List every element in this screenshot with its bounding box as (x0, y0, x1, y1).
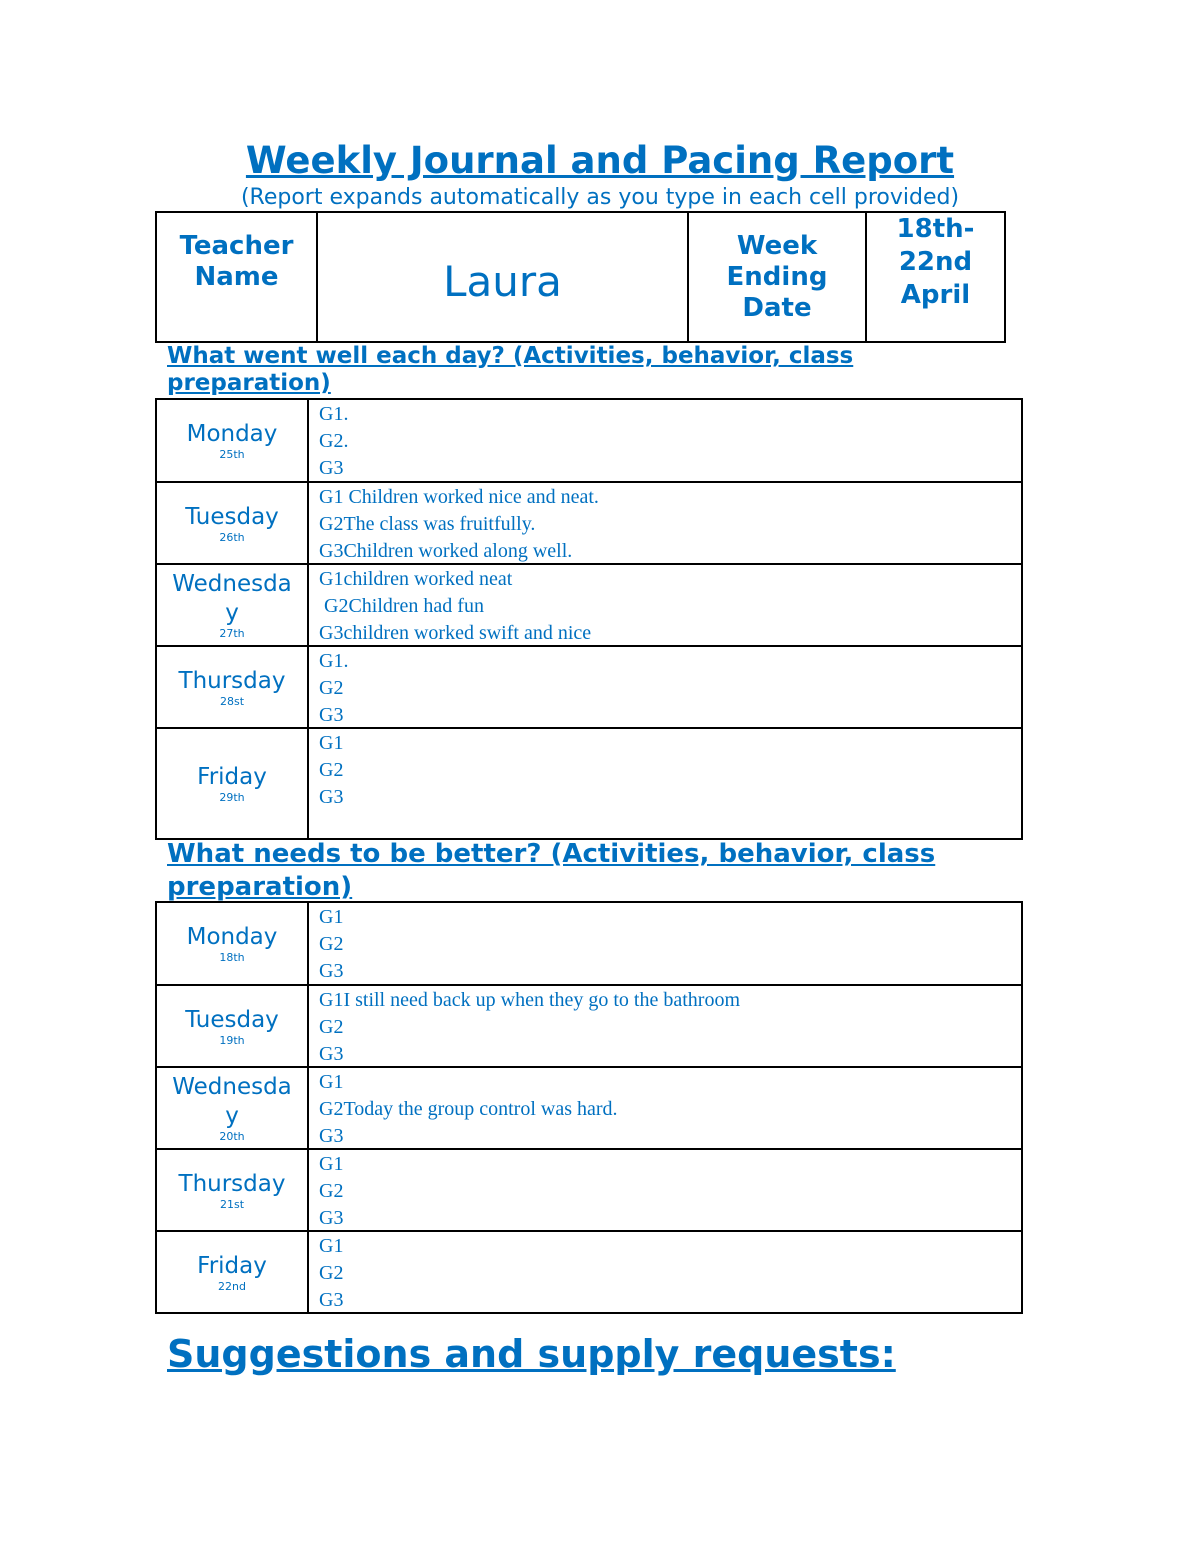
note-line: G2 (319, 1180, 344, 1202)
went-well-row-friday (157, 729, 1021, 840)
week-date-cell[interactable] (867, 213, 1004, 341)
note-line: G3children worked swift and nice (319, 622, 592, 644)
needs-better-row-thursday (157, 1150, 1021, 1232)
notes-cell[interactable] (309, 647, 1021, 727)
note-line: G3 (319, 786, 344, 808)
notes-cell[interactable] (309, 565, 1021, 645)
notes-cell[interactable] (309, 903, 1021, 984)
day-cell (157, 647, 309, 727)
went-well-heading: What went well each day? (Activities, behavior, class preparation) (167, 343, 854, 396)
day-date: 22nd (218, 1279, 246, 1293)
day-date: 29th (219, 791, 245, 804)
day-cell (157, 1068, 309, 1148)
note-line: G2The class was fruitfully. (319, 513, 536, 535)
note-line: G1 (319, 906, 344, 928)
week-label: Week Ending Date (726, 231, 828, 323)
note-line: G1 Children worked nice and neat. (319, 486, 599, 508)
note-line: G1 (319, 1153, 344, 1175)
day-name: Monday (186, 924, 278, 950)
teacher-label: Teacher Name (179, 231, 294, 292)
note-line: G2 (319, 759, 344, 781)
note-line: G1I still need back up when they go to the bathroom (319, 989, 741, 1011)
note-line: G1. (319, 403, 349, 425)
report-title: Weekly Journal and Pacing Report (245, 139, 955, 182)
day-name: Thursday (178, 1170, 286, 1197)
header-table (155, 211, 1006, 343)
note-line: G2Today the group control was hard. (319, 1098, 618, 1120)
note-line: G1. (319, 650, 349, 672)
report-subtitle: (Report expands automatically as you type in each cell provided) (240, 185, 960, 210)
day-date: 18th (219, 951, 245, 964)
notes-cell[interactable] (309, 1150, 1021, 1230)
day-date: 27th (219, 627, 245, 640)
note-line: G2 (319, 677, 344, 699)
day-date: 28st (219, 694, 245, 708)
note-line: G2Children had fun (319, 595, 484, 617)
day-date: 25th (219, 448, 245, 461)
day-name: Wednesday (172, 1074, 292, 1129)
note-line: G2 (319, 933, 344, 955)
went-well-row-monday (157, 400, 1021, 483)
day-date: 20th (219, 1130, 245, 1143)
day-name: Wednesday (172, 571, 292, 626)
note-line: G3 (319, 704, 344, 726)
note-line: G1children worked neat (319, 568, 513, 590)
day-cell (157, 400, 309, 481)
teacher-name-cell[interactable] (318, 213, 689, 341)
notes-cell[interactable] (309, 400, 1021, 481)
went-well-table (155, 398, 1023, 840)
needs-better-row-wednesday (157, 1068, 1021, 1150)
note-line: G2 (319, 1262, 344, 1284)
note-line: G2 (319, 1016, 344, 1038)
went-well-row-thursday (157, 647, 1021, 729)
teacher-label-cell (157, 213, 318, 341)
needs-better-row-tuesday (157, 986, 1021, 1068)
day-cell (157, 1150, 309, 1230)
day-name: Monday (186, 421, 278, 447)
day-date: 26th (219, 530, 245, 544)
went-well-row-wednesday (157, 565, 1021, 647)
note-line: G3 (319, 960, 344, 982)
needs-better-row-friday (157, 1232, 1021, 1314)
week-date[interactable]: 18th-22nd April (896, 214, 975, 310)
notes-cell[interactable] (309, 986, 1021, 1066)
note-line: G3Children worked along well. (319, 540, 573, 562)
note-line: G3 (319, 1043, 344, 1065)
note-line: G3 (319, 1125, 344, 1147)
note-line: G3 (319, 1207, 344, 1229)
note-line: G3 (319, 457, 344, 479)
day-name: Thursday (178, 667, 286, 694)
suggestions-heading: Suggestions and supply requests: (167, 1332, 896, 1376)
day-date: 19th (219, 1033, 245, 1047)
day-cell (157, 986, 309, 1066)
notes-cell[interactable] (309, 1232, 1021, 1312)
notes-cell[interactable] (309, 1068, 1021, 1148)
week-label-cell (689, 213, 867, 341)
notes-cell[interactable] (309, 729, 1021, 838)
note-line: G1 (319, 1071, 344, 1093)
needs-better-heading: What needs to be better? (Activities, behavior, class preparation) (167, 839, 936, 902)
day-cell (157, 1232, 309, 1312)
day-name: Tuesday (185, 1006, 279, 1033)
day-name: Friday (197, 764, 267, 790)
day-cell (157, 565, 309, 645)
note-line: G2. (319, 430, 349, 452)
notes-cell[interactable] (309, 483, 1021, 563)
day-date: 21st (219, 1197, 245, 1211)
note-line: G1 (319, 732, 344, 754)
day-name: Tuesday (185, 503, 279, 530)
teacher-name[interactable]: Laura (443, 257, 562, 306)
day-cell (157, 483, 309, 563)
day-cell (157, 729, 309, 838)
note-line: G1 (319, 1235, 344, 1257)
went-well-row-tuesday (157, 483, 1021, 565)
needs-better-row-monday (157, 903, 1021, 986)
note-line: G3 (319, 1289, 344, 1311)
needs-better-table (155, 901, 1023, 1314)
day-cell (157, 903, 309, 984)
day-name: Friday (197, 1252, 267, 1279)
